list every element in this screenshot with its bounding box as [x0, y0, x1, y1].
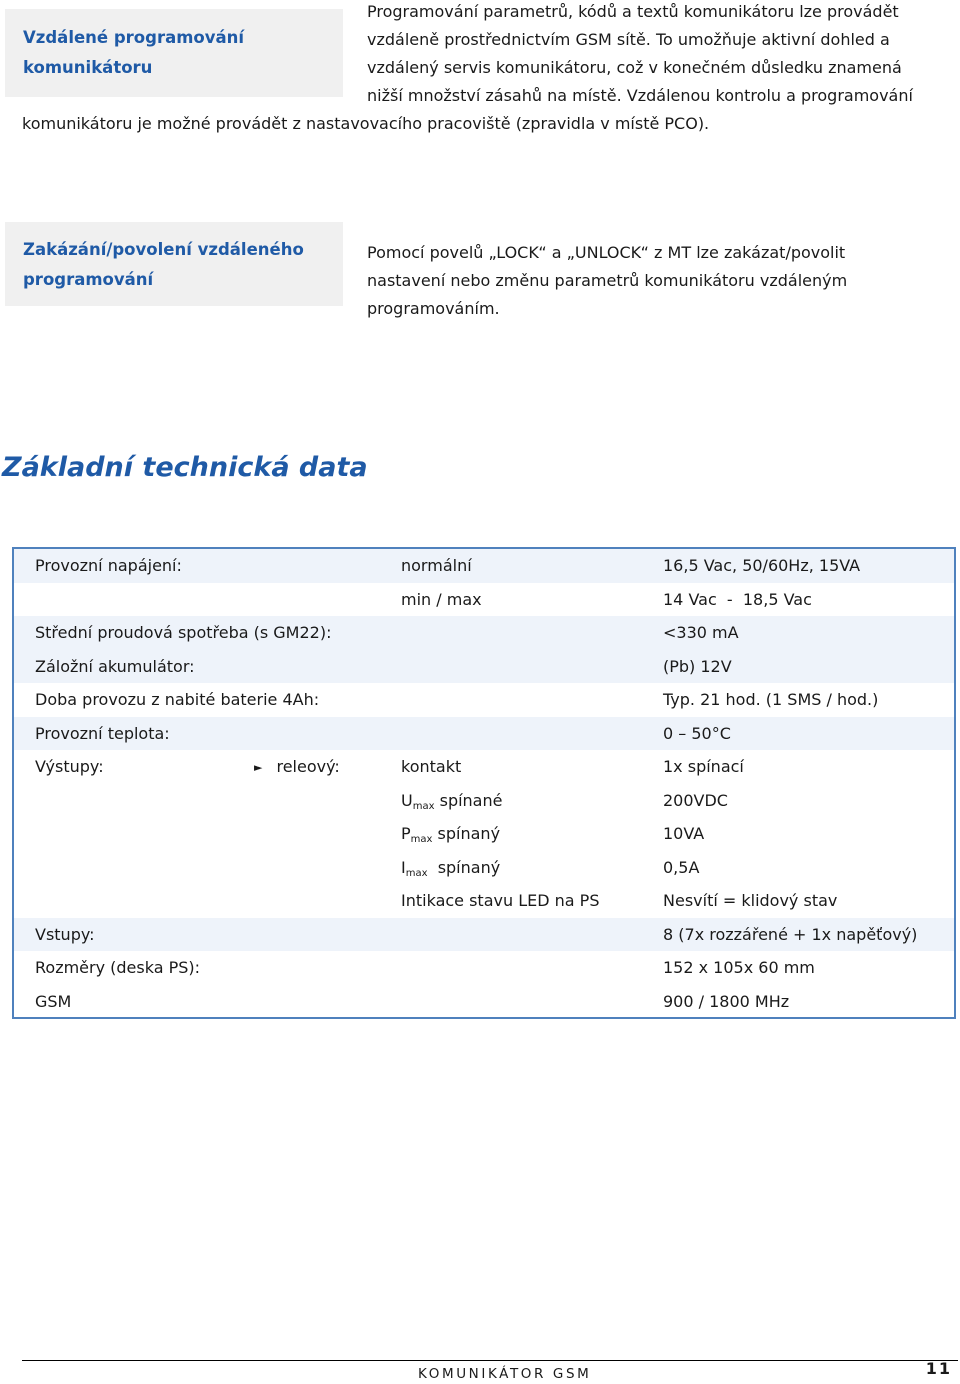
param-value: 152 x 105x 60 mm — [663, 958, 815, 977]
param-value: 8 (7x rozzářené + 1x napěťový) — [663, 924, 918, 944]
table-row — [14, 583, 954, 617]
paragraph-text: komunikátoru je možné provádět z nastavovacího pracoviště (zpravidla v místě PCO). — [22, 114, 710, 133]
param-value: 200VDC — [663, 790, 728, 810]
param-label: Provozní napájení: — [35, 556, 182, 575]
tech-data-table — [12, 547, 956, 1019]
param-symbol-rest: spínané — [434, 790, 503, 810]
param-value: 16,5 Vac, 50/60Hz, 15VA — [663, 556, 861, 575]
param-label: Výstupy: — [35, 757, 104, 776]
paragraph-line — [367, 82, 953, 110]
param-qualifier: normální — [401, 556, 472, 575]
triangle-right-icon: ► — [254, 761, 263, 774]
table-row — [14, 884, 954, 918]
table-row — [14, 918, 954, 952]
section-label-line: Zakázání/povolení vzdáleného — [23, 240, 304, 259]
table-row — [14, 549, 954, 583]
table-row — [14, 750, 954, 784]
section-label-line: programování — [23, 270, 154, 289]
param-value: 14 Vac - 18,5 Vac — [663, 589, 812, 609]
param-value: 0 – 50°C — [663, 723, 731, 743]
paragraph-text: vzdálený servis komunikátoru, což v konečném důsledku znamená — [367, 58, 902, 77]
param-qualifier — [401, 817, 500, 851]
param-value: 1x spínací — [663, 757, 744, 776]
section-label-line: komunikátoru — [23, 58, 153, 77]
param-value: 900 / 1800 MHz — [663, 991, 790, 1011]
param-qualifier: kontakt — [401, 757, 462, 776]
table-row — [14, 616, 954, 650]
param-symbol-rest: spínaný — [432, 824, 501, 843]
param-label: Doba provozu z nabité baterie 4Ah: — [35, 690, 320, 709]
table-row — [14, 951, 954, 985]
param-label: GSM — [35, 991, 72, 1011]
param-sublabel — [254, 750, 340, 785]
paragraph-text: Programování parametrů, kódů a textů komunikátoru lze provádět — [367, 2, 899, 21]
param-qualifier — [401, 784, 502, 818]
table-row — [14, 784, 954, 818]
param-qualifier: min / max — [401, 589, 482, 609]
param-label: Provozní teplota: — [35, 723, 170, 743]
param-subscript: max — [410, 834, 433, 845]
paragraph-line — [22, 110, 782, 138]
table-row — [14, 817, 954, 851]
paragraph-line — [367, 295, 953, 323]
param-qualifier: Intikace stavu LED na PS — [401, 891, 600, 910]
paragraph-text: vzdáleně prostřednictvím GSM sítě. To umožňuje aktivní dohled a — [367, 30, 890, 49]
table-row — [14, 985, 954, 1019]
param-label: Střední proudová spotřeba (s GM22): — [35, 623, 332, 642]
section-label-lock-unlock — [5, 222, 343, 306]
paragraph-line — [367, 54, 953, 82]
table-row — [14, 851, 954, 885]
section-label-remote-programming — [5, 9, 343, 97]
param-value: <330 mA — [663, 623, 739, 642]
param-symbol: I — [401, 857, 406, 877]
param-symbol: U — [401, 790, 413, 810]
param-value: (Pb) 12V — [663, 656, 732, 676]
table-row — [14, 717, 954, 751]
paragraph-line — [367, 267, 953, 295]
footer-title: KOMUNIKÁTOR GSM — [418, 1366, 592, 1382]
footer-divider — [22, 1360, 958, 1361]
param-value: Nesvítí = klidový stav — [663, 891, 838, 910]
param-symbol-rest: spínaný — [427, 857, 501, 877]
param-subscript: max — [405, 867, 428, 879]
param-value: Typ. 21 hod. (1 SMS / hod.) — [663, 690, 879, 709]
page-number: 11 — [925, 1359, 952, 1378]
param-label: Rozměry (deska PS): — [35, 958, 201, 977]
param-subscript: max — [412, 800, 435, 812]
param-label: Vstupy: — [35, 924, 95, 944]
paragraph-text: programováním. — [367, 299, 500, 318]
paragraph-text: nižší množství zásahů na místě. Vzdálenou kontrolu a programování — [367, 86, 913, 105]
section-heading: Základní technická data — [2, 452, 368, 483]
param-qualifier — [401, 851, 500, 885]
param-value: 0,5A — [663, 857, 700, 877]
section-label-line: Vzdálené programování — [23, 28, 245, 47]
paragraph-line — [367, 26, 953, 54]
paragraph-line — [367, 0, 953, 26]
param-symbol: P — [401, 824, 411, 843]
param-value: 10VA — [663, 824, 705, 843]
paragraph-text: Pomocí povelů „LOCK“ a „UNLOCK“ z MT lze zakázat/povolit — [367, 243, 846, 262]
table-row — [14, 650, 954, 684]
param-sublabel-text: releový: — [276, 757, 340, 776]
paragraph-text: nastavení nebo změnu parametrů komunikátoru vzdáleným — [367, 271, 848, 290]
table-row — [14, 683, 954, 717]
paragraph-line — [367, 239, 953, 267]
param-label: Záložní akumulátor: — [35, 656, 195, 676]
